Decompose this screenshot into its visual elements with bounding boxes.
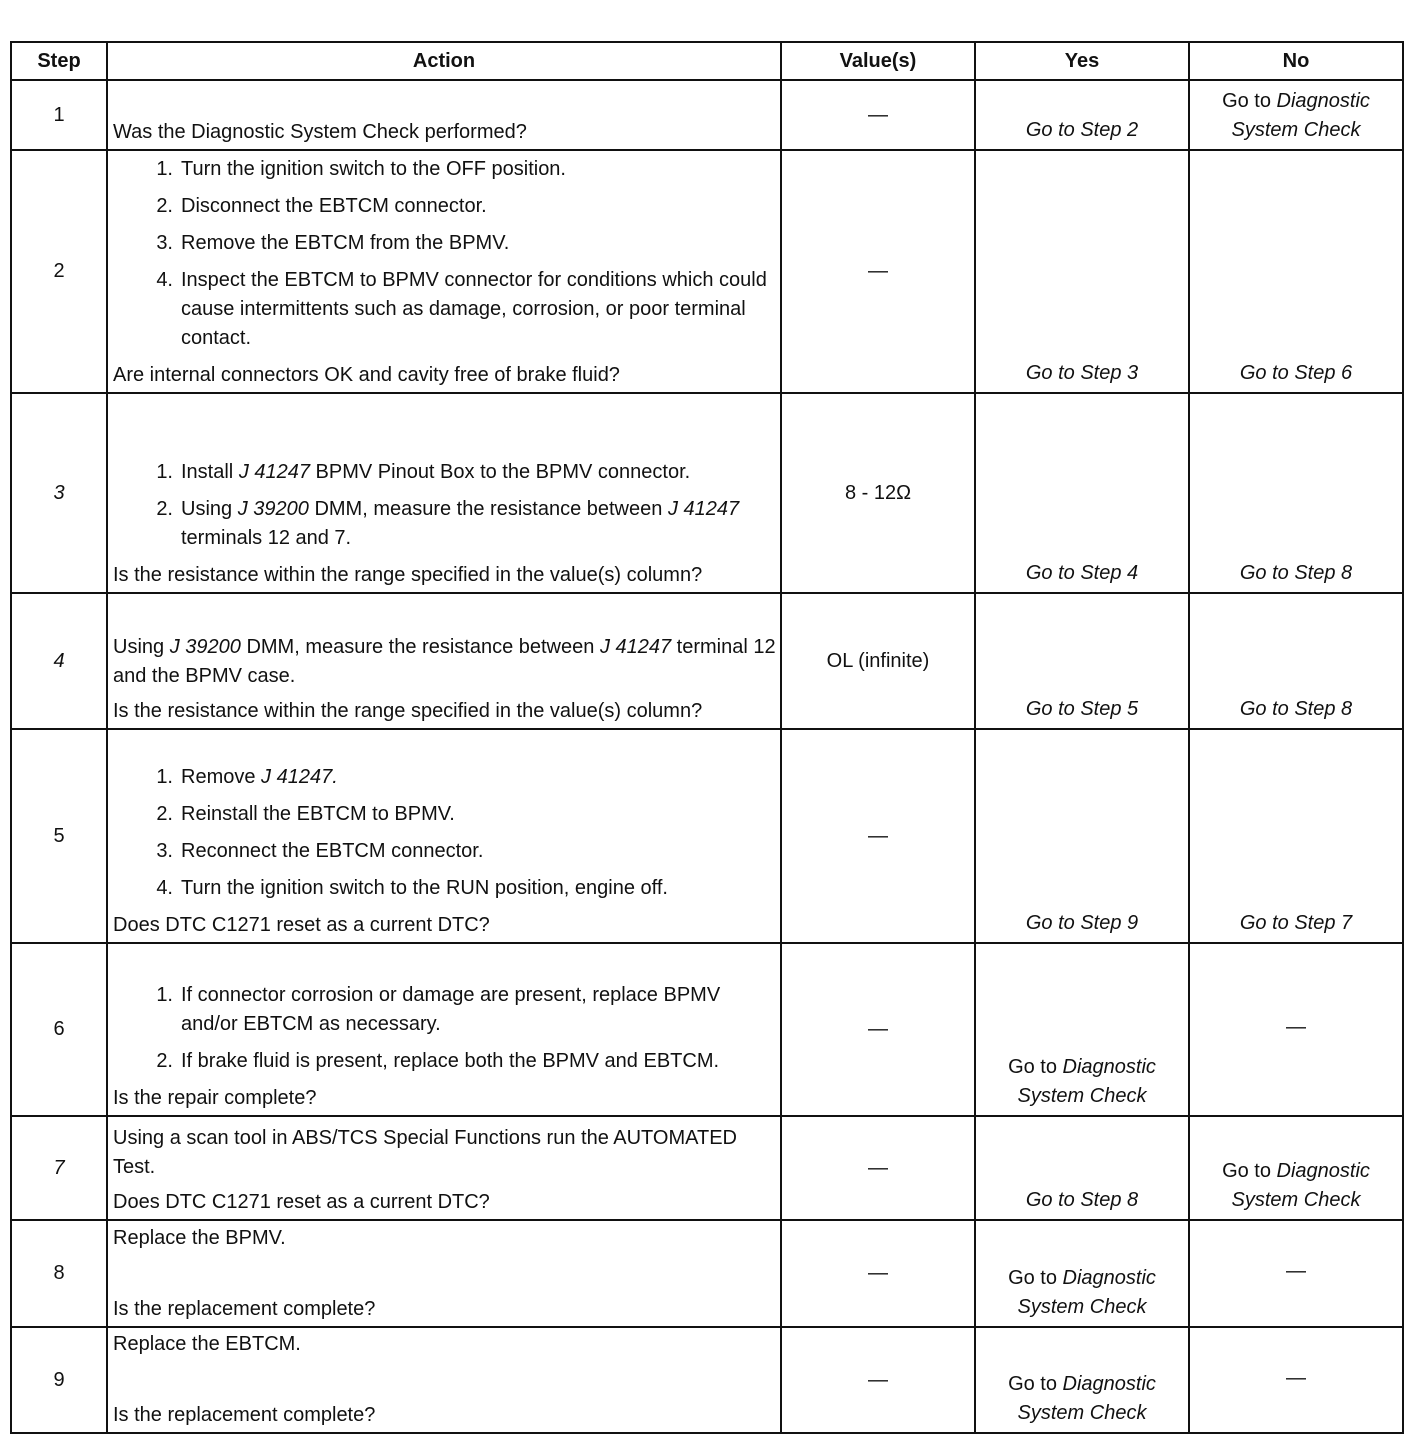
value-cell: —: [781, 729, 975, 943]
instruction-list: [113, 763, 776, 903]
step-number: 3: [11, 393, 107, 593]
instruction-line: Using J 39200 DMM, measure the resistance between J 41247 terminal 12 and the BPMV case.: [113, 636, 776, 687]
yes-cell: Go to Step 8: [975, 1116, 1189, 1220]
no-cell: Go to Step 8: [1189, 593, 1403, 729]
question: Does DTC C1271 reset as a current DTC?: [113, 914, 490, 936]
list-item: 1. Install J 41247 BPMV Pinout Box to the BPMV connector.: [156, 461, 691, 483]
action-cell: [107, 1116, 781, 1220]
list-item: 2. Using J 39200 DMM, measure the resistance between J 41247 terminals 12 and 7.: [156, 498, 740, 549]
no-cell: Go to Diagnostic System Check: [1189, 1116, 1403, 1220]
step-number: 1: [11, 80, 107, 150]
header-yes: Yes: [975, 42, 1189, 80]
question: Is the repair complete?: [113, 1087, 317, 1109]
question: Is the resistance within the range specified in the value(s) column?: [113, 564, 703, 586]
step-number: 2: [11, 150, 107, 393]
list-item: 2. Reinstall the EBTCM to BPMV.: [156, 803, 455, 825]
question: Is the replacement complete?: [113, 1298, 376, 1320]
list-item: 4. Inspect the EBTCM to BPMV connector for conditions which could cause intermittents such as damage, corrosion, or poor terminal contact.: [156, 269, 767, 349]
table-row: [11, 150, 1403, 393]
value-cell: —: [781, 1220, 975, 1327]
value-cell: —: [781, 1327, 975, 1433]
no-cell: —: [1189, 1327, 1403, 1433]
yes-cell: Go to Step 5: [975, 593, 1189, 729]
yes-cell: Go to Step 9: [975, 729, 1189, 943]
no-cell: Go to Step 7: [1189, 729, 1403, 943]
table-row: [11, 80, 1403, 150]
step-number: 5: [11, 729, 107, 943]
table-row: [11, 1327, 1403, 1433]
instruction-line: Replace the BPMV.: [113, 1227, 286, 1249]
value-cell: 8 - 12Ω: [781, 393, 975, 593]
no-cell: Go to Step 6: [1189, 150, 1403, 393]
value-cell: —: [781, 80, 975, 150]
list-item: 1. Turn the ignition switch to the OFF position.: [156, 158, 566, 180]
yes-cell: Go to Diagnostic System Check: [975, 1220, 1189, 1327]
yes-cell: Go to Diagnostic System Check: [975, 943, 1189, 1116]
instruction-line: Using a scan tool in ABS/TCS Special Functions run the AUTOMATED Test.: [113, 1127, 737, 1178]
step-number: 4: [11, 593, 107, 729]
action-cell: [107, 943, 781, 1116]
action-cell: [107, 729, 781, 943]
instruction-list: [113, 981, 776, 1076]
header-row: [11, 42, 1403, 80]
action-cell: [107, 393, 781, 593]
step-number: 8: [11, 1220, 107, 1327]
step-number: 9: [11, 1327, 107, 1433]
instruction-line: Replace the EBTCM.: [113, 1333, 301, 1355]
instruction-list: [113, 155, 776, 353]
step-number: 6: [11, 943, 107, 1116]
value-cell: —: [781, 1116, 975, 1220]
list-item: 3. Reconnect the EBTCM connector.: [156, 840, 484, 862]
question: Is the resistance within the range specified in the value(s) column?: [113, 700, 703, 722]
yes-cell: Go to Step 2: [975, 80, 1189, 150]
action-cell: [107, 1220, 781, 1327]
table-row: [11, 1116, 1403, 1220]
instruction-list: [113, 458, 776, 553]
no-cell: —: [1189, 1220, 1403, 1327]
list-item: 1. Remove J 41247.: [156, 766, 338, 788]
table-row: [11, 729, 1403, 943]
diagnostic-table: [10, 41, 1404, 1434]
list-item: 3. Remove the EBTCM from the BPMV.: [156, 232, 510, 254]
value-cell: —: [781, 150, 975, 393]
no-cell: Go to Diagnostic System Check: [1189, 80, 1403, 150]
list-item: 2. Disconnect the EBTCM connector.: [156, 195, 487, 217]
yes-cell: Go to Step 4: [975, 393, 1189, 593]
yes-cell: Go to Step 3: [975, 150, 1189, 393]
table-row: [11, 943, 1403, 1116]
action-cell: [107, 80, 781, 150]
no-cell: —: [1189, 943, 1403, 1116]
yes-cell: Go to Diagnostic System Check: [975, 1327, 1189, 1433]
action-cell: [107, 150, 781, 393]
value-cell: —: [781, 943, 975, 1116]
table-row: [11, 393, 1403, 593]
action-cell: [107, 1327, 781, 1433]
header-action: Action: [107, 42, 781, 80]
table-row: [11, 1220, 1403, 1327]
header-values: Value(s): [781, 42, 975, 80]
header-no: No: [1189, 42, 1403, 80]
question: Is the replacement complete?: [113, 1404, 376, 1426]
question: Are internal connectors OK and cavity free of brake fluid?: [113, 364, 620, 386]
no-cell: Go to Step 8: [1189, 393, 1403, 593]
list-item: 2. If brake fluid is present, replace both the BPMV and EBTCM.: [156, 1050, 720, 1072]
question: Was the Diagnostic System Check performed?: [113, 121, 527, 143]
step-number: 7: [11, 1116, 107, 1220]
question: Does DTC C1271 reset as a current DTC?: [113, 1191, 490, 1213]
list-item: 4. Turn the ignition switch to the RUN position, engine off.: [156, 877, 668, 899]
list-item: 1. If connector corrosion or damage are present, replace BPMV and/or EBTCM as necessary.: [156, 984, 721, 1035]
header-step: Step: [11, 42, 107, 80]
table-row: [11, 593, 1403, 729]
value-cell: OL (infinite): [781, 593, 975, 729]
action-cell: [107, 593, 781, 729]
